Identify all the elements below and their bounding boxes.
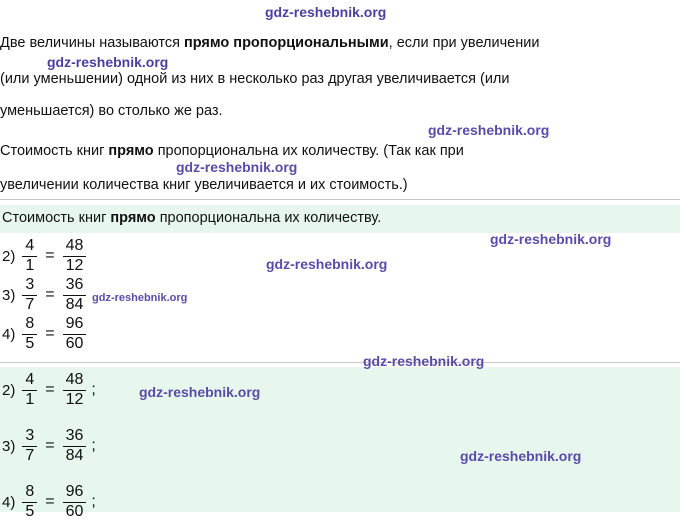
- text-run: пропорциональна их количеству.: [155, 210, 382, 226]
- fraction-denominator: 60: [65, 334, 84, 352]
- fraction-numerator: 96: [65, 483, 84, 500]
- equation-row: [2, 484, 96, 521]
- equals-sign: =: [45, 286, 55, 304]
- fraction-numerator: 4: [25, 237, 35, 254]
- paragraph: [0, 175, 680, 196]
- fraction-denominator: 1: [25, 256, 35, 274]
- watermark-text: gdz-reshebnik.org: [460, 448, 582, 464]
- text-run: увеличении количества книг увеличивается и их стоимость.): [0, 177, 408, 193]
- equals-sign: =: [45, 437, 55, 455]
- fraction-numerator: 48: [65, 237, 84, 254]
- answer-highlight-band: [0, 367, 680, 512]
- paragraph: [0, 141, 680, 162]
- emphasis-text: прямо: [108, 143, 154, 159]
- fraction: [19, 238, 40, 275]
- text-run: пропорциональна их количеству. (Так как при: [153, 143, 464, 159]
- equation-index-label: 4): [2, 493, 16, 511]
- emphasis-text: прямо пропорциональными: [184, 35, 389, 51]
- watermark-text: gdz-reshebnik.org: [47, 54, 169, 70]
- fraction-denominator: 12: [65, 256, 84, 274]
- fraction-denominator: 84: [65, 295, 84, 313]
- section-divider: [0, 199, 680, 200]
- equals-sign: =: [45, 493, 55, 511]
- equation-index-label: 4): [2, 325, 16, 343]
- watermark-text: gdz-reshebnik.org: [428, 122, 550, 138]
- equation-punctuation: ;: [91, 381, 96, 399]
- fraction-denominator: 84: [65, 446, 84, 464]
- equals-sign: =: [45, 247, 55, 265]
- fraction-denominator: 12: [65, 390, 84, 408]
- fraction-denominator: 1: [25, 390, 35, 408]
- equation-index-label: 3): [2, 286, 16, 304]
- text-run: Стоимость книг: [2, 210, 111, 226]
- fraction: [19, 277, 40, 314]
- equation-row: [2, 277, 89, 314]
- equation-row: [2, 428, 96, 465]
- fraction: [60, 316, 90, 353]
- text-run: (или уменьшении) одной из них в несколько раз другая увеличивается (или: [0, 71, 510, 87]
- fraction-numerator: 36: [65, 427, 84, 444]
- watermark-text: gdz-reshebnik.org: [139, 384, 261, 400]
- fraction-numerator: 48: [65, 371, 84, 388]
- watermark-text: gdz-reshebnik.org: [265, 4, 387, 20]
- equation-row: [2, 238, 89, 275]
- fraction: [60, 372, 90, 409]
- equals-sign: =: [45, 381, 55, 399]
- fraction: [19, 372, 40, 409]
- fraction: [19, 428, 40, 465]
- fraction-numerator: 8: [25, 315, 35, 332]
- fraction: [60, 484, 90, 521]
- watermark-text: gdz-reshebnik.org: [490, 231, 612, 247]
- emphasis-text: прямо: [110, 210, 156, 226]
- watermark-text: gdz-reshebnik.org: [363, 353, 485, 369]
- fraction-numerator: 3: [25, 427, 35, 444]
- fraction: [60, 238, 90, 275]
- equation-index-label: 2): [2, 247, 16, 265]
- text-run: Две величины называются: [0, 35, 184, 51]
- paragraph: [0, 69, 680, 90]
- fraction: [60, 277, 90, 314]
- fraction: [19, 484, 40, 521]
- watermark-text: gdz-reshebnik.org: [92, 292, 188, 304]
- equation-index-label: 2): [2, 381, 16, 399]
- fraction: [19, 316, 40, 353]
- watermark-text: gdz-reshebnik.org: [266, 256, 388, 272]
- watermark-text: gdz-reshebnik.org: [176, 159, 298, 175]
- equation-punctuation: ;: [91, 437, 96, 455]
- text-run: , если при увеличении: [388, 35, 540, 51]
- text-run: уменьшается) во столько же раз.: [0, 103, 223, 119]
- fraction-numerator: 3: [25, 276, 35, 293]
- fraction-denominator: 7: [25, 295, 35, 313]
- fraction-numerator: 36: [65, 276, 84, 293]
- fraction-numerator: 8: [25, 483, 35, 500]
- text-run: Стоимость книг: [0, 143, 109, 159]
- answer-statement: [2, 210, 381, 226]
- fraction-numerator: 96: [65, 315, 84, 332]
- fraction-denominator: 5: [25, 502, 35, 520]
- equation-row: [2, 372, 96, 409]
- fraction-denominator: 7: [25, 446, 35, 464]
- equals-sign: =: [45, 325, 55, 343]
- fraction-denominator: 60: [65, 502, 84, 520]
- equation-index-label: 3): [2, 437, 16, 455]
- equation-row: [2, 316, 89, 353]
- paragraph: [0, 101, 680, 122]
- fraction-denominator: 5: [25, 334, 35, 352]
- fraction-numerator: 4: [25, 371, 35, 388]
- section-divider: [0, 362, 680, 363]
- paragraph: [0, 33, 680, 54]
- fraction: [60, 428, 90, 465]
- equation-punctuation: ;: [91, 493, 96, 511]
